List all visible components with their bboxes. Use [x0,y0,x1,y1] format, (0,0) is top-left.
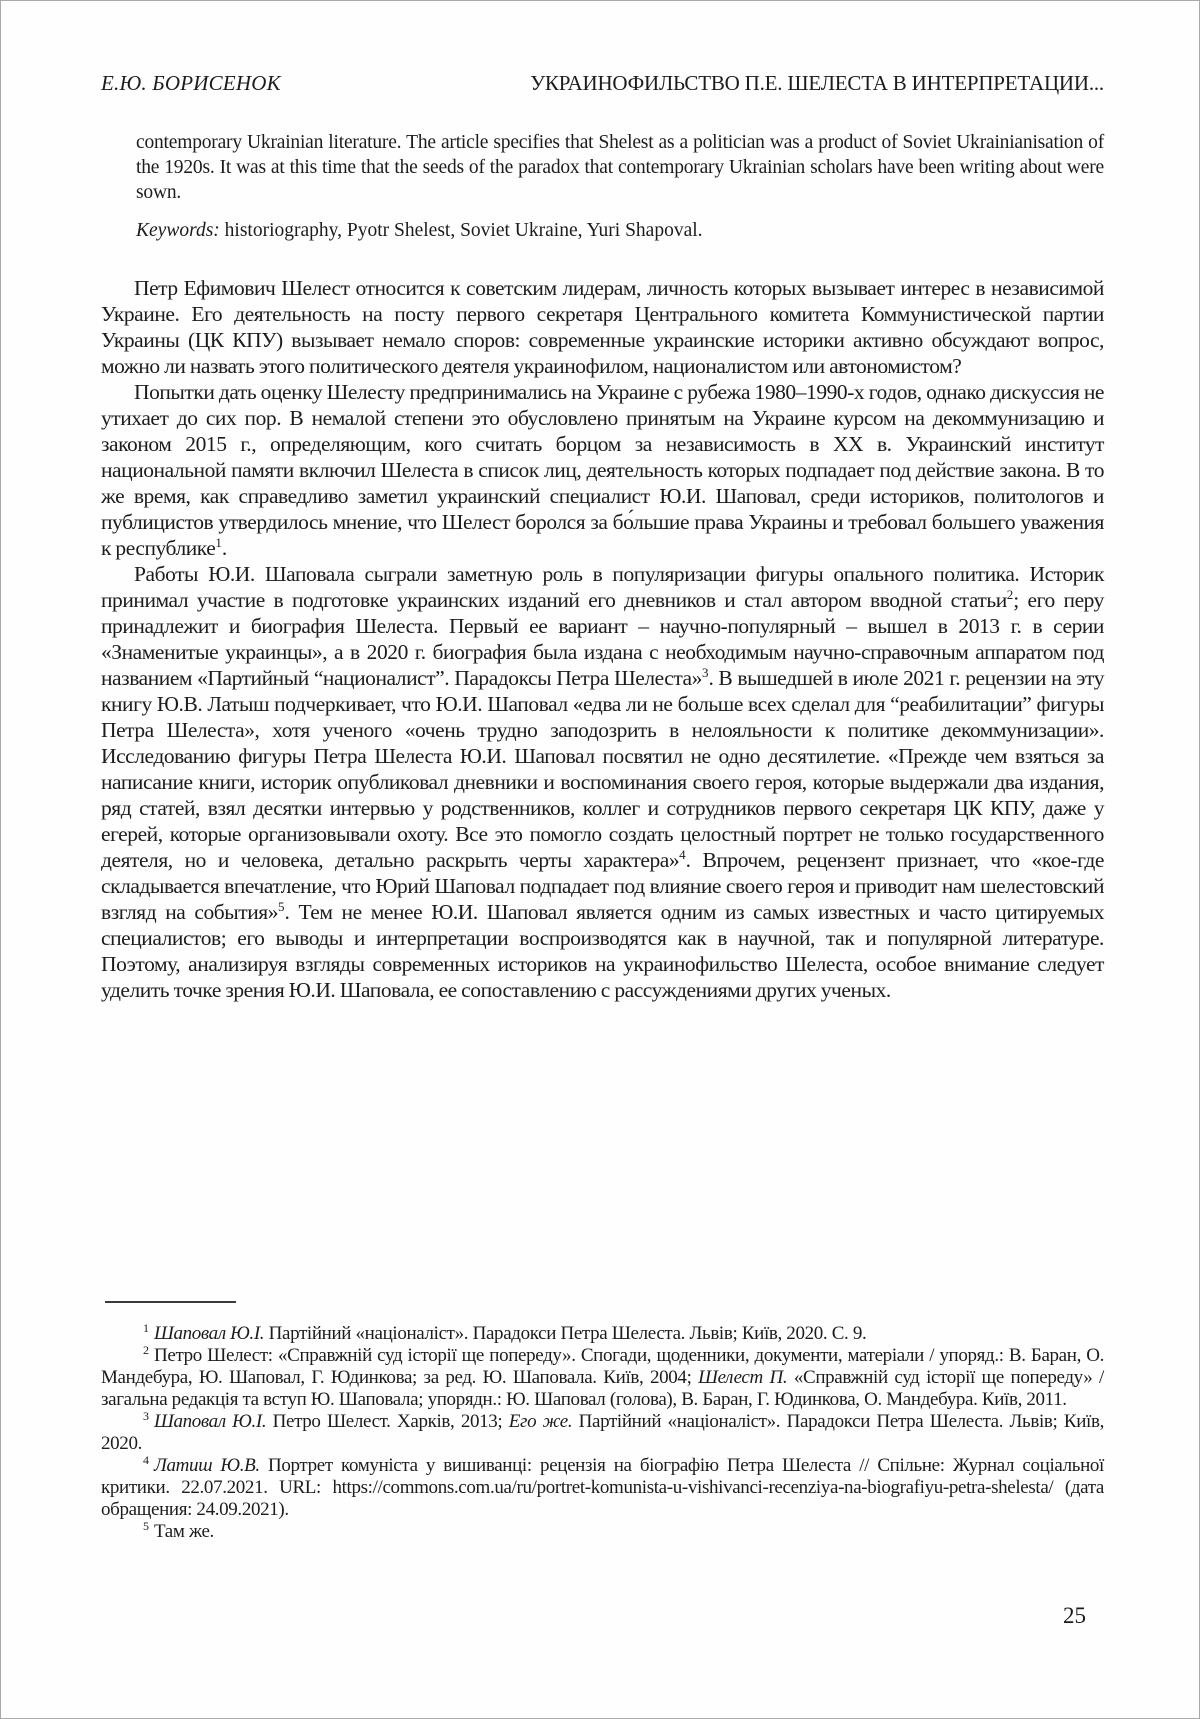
keywords-label: Keywords: [136,220,220,241]
footnote-1 [101,1320,1104,1345]
footnote-4-text: Портрет комуніста у вишиванці: рецензія на біографію Петра Шелеста // Спільне: Журнал соціальної критики. 22.07.2021. URL: https://commons.com.ua/ru/portret-komunista-u-vishivanci-recenziya-na-biografiyu-petra-shelesta/ (дата обращения: 24.09.2021). [101,1455,1104,1520]
article-body [101,275,1104,1003]
page-number: 25 [1063,1603,1086,1628]
footnote-separator [105,1301,236,1303]
footnote-5-marker: 5 [143,1518,149,1533]
page-content [101,1,1104,1003]
footnote-3-idem: Его же. [508,1411,573,1432]
abstract-text: contemporary Ukrainian literature. The article specifies that Shelest as a politician was a product of Soviet Ukrainianisation of the 1920s. It was at this time that the seeds of the paradox that contemporary Ukrainian scholars have been writing about were sown. [136,132,1104,203]
footnote-4-author: Латиш Ю.В. [154,1455,260,1476]
running-head [101,1,1104,96]
paragraph-2-text: Попытки дать оценку Шелесту предпринимались на Украине с рубежа 1980–1990-х годов, однако дискуссия не утихает до сих пор. В немалой степени это обусловлено принятым на Украине курсом на декоммунизацию и законом 2015 г., определяющим, кого считать борцом за независимость в XX в. Украинский институт национальной памяти включил Шелеста в список лиц, деятельность которых подпадает под действие закона. В то же время, как справедливо заметил украинский специалист Ю.И. Шаповал, среди историков, политологов и публицистов утвердилось мнение, что Шелест боролся за бо́льшие права Украины и требовал большего уважения к республике [101,380,1104,560]
footnote-3-marker: 3 [143,1408,149,1423]
footnote-2-author: Шелест П. [698,1367,788,1388]
paragraph-3-text-a: Работы Ю.И. Шаповала сыграли заметную роль в популяризации фигуры опального политика. Историк принимал участие в подготовке украинских изданий его дневников и стал автором вводной статьи [101,562,1104,612]
footnote-ref-1: 1 [215,534,222,550]
footnote-5-text: Там же. [154,1521,214,1542]
footnote-ref-3: 3 [701,664,709,680]
paragraph-3-text-b: ; его перу принадлежит и биография Шелеста. Первый ее вариант – научно-популярный – вышел в 2013 г. в серии «Знаменитые украинцы», а в 2020 г. биография была издана с необходимым научно-справочным аппаратом под названием «Партийный “националист”. Парадоксы Петра Шелеста» [101,588,1104,690]
keywords-line [136,218,1104,243]
paragraph-2 [101,379,1104,561]
footnote-3-text-a: Петро Шелест. Харків, 2013; [266,1411,509,1432]
footnote-ref-2: 2 [1006,586,1014,602]
running-head-title: УКРАИНОФИЛЬСТВО П.Е. ШЕЛЕСТА В ИНТЕРПРЕТАЦИИ... [530,71,1104,95]
footnote-1-text: Партійний «націоналіст». Парадокси Петра Шелеста. Львів; Київ, 2020. С. 9. [264,1323,867,1344]
footnote-1-author: Шаповал Ю.І. [154,1323,265,1344]
footnote-3 [101,1408,1104,1455]
paragraph-1-text: Петр Ефимович Шелест относится к советским лидерам, личность которых вызывает интерес в независимой Украине. Его деятельность на посту первого секретаря Центрального комитета Коммунистической партии Украины (ЦК КПУ) вызывает немало споров: современные украинские историки активно обсуждают вопрос, можно ли назвать этого политического деятеля украинофилом, националистом или автономистом? [101,276,1104,378]
keywords-text: historiography, Pyotr Shelest, Soviet Ukraine, Yuri Shapoval. [219,220,703,241]
paragraph-3-text-e: . Тем не менее Ю.И. Шаповал является одним из самых известных и часто цитируемых специалистов; его выводы и интерпретации воспроизводятся как в научной, так и популярной литературе. Поэтому, анализируя взгляды современных историков на украинофильство Шелеста, особое внимание следует уделить точке зрения Ю.И. Шаповала, ее сопоставлению с рассуждениями других ученых. [101,900,1104,1002]
footnote-ref-4: 4 [679,846,686,862]
footnote-2 [101,1342,1104,1411]
footnote-2-marker: 2 [143,1342,149,1357]
footnote-3-text-b: Партійний «націоналіст». Парадокси Петра Шелеста. Львів; Київ, 2020. [101,1411,1104,1454]
footnote-2-text-a: Петро Шелест: «Справжній суд історії ще попереду». Спогади, щоденники, документи, матеріали / упоряд.: В. Баран, О. Мандебура, Ю. Шаповал, Г. Юдинкова; за ред. Ю. Шаповала. Київ, 2004; [101,1345,1104,1388]
footnote-2-text-b: «Справжній суд історії ще попереду» / загальна редакція та вступ Ю. Шаповала; упорядн.: Ю. Шаповал (голова), В. Баран, Г. Юдинкова, О. Мандебура. Київ, 2011. [101,1367,1104,1410]
footnote-section [101,1301,1104,1543]
paragraph-3-text-c: . В вышедшей в июле 2021 г. рецензии на эту книгу Ю.В. Латыш подчеркивает, что Ю.И. Шаповал «едва ли не больше всех сделал для “реабилитации” фигуры Петра Шелеста», хотя ученого «очень трудно заподозрить в нелояльности к политике декоммунизации». Исследованию фигуры Петра Шелеста Ю.И. Шаповал посвятил не одно десятилетие. «Прежде чем взяться за написание книги, историк опубликовал дневники и воспоминания своего героя, которые выдержали два издания, ряд статей, взял десятки интервью у родственников, коллег и сотрудников первого секретаря ЦК КПУ, даже у егерей, которые организовывали охоту. Все это помогло создать целостный портрет не только государственного деятеля, но и человека, детально раскрыть черты характера» [101,666,1104,872]
footnote-ref-5: 5 [278,898,285,914]
paragraph-3-text-d: . Впрочем, рецензент признает, что «кое-где складывается впечатление, что Юрий Шаповал подпадает под влияние своего героя и приводит нам шелестовский взгляд на события» [101,848,1104,924]
footnote-3-author: Шаповал Ю.І. [154,1411,267,1432]
footnotes [101,1320,1104,1543]
footnote-5 [101,1518,1104,1543]
footnote-4 [101,1452,1104,1521]
footnote-1-marker: 1 [143,1320,149,1335]
paragraph-2-text-end: . [221,536,227,560]
paragraph-1 [101,275,1104,379]
running-head-author: Е.Ю. БОРИСЕНОК [101,71,281,95]
footnote-4-marker: 4 [143,1452,149,1467]
paragraph-3 [101,561,1104,1003]
